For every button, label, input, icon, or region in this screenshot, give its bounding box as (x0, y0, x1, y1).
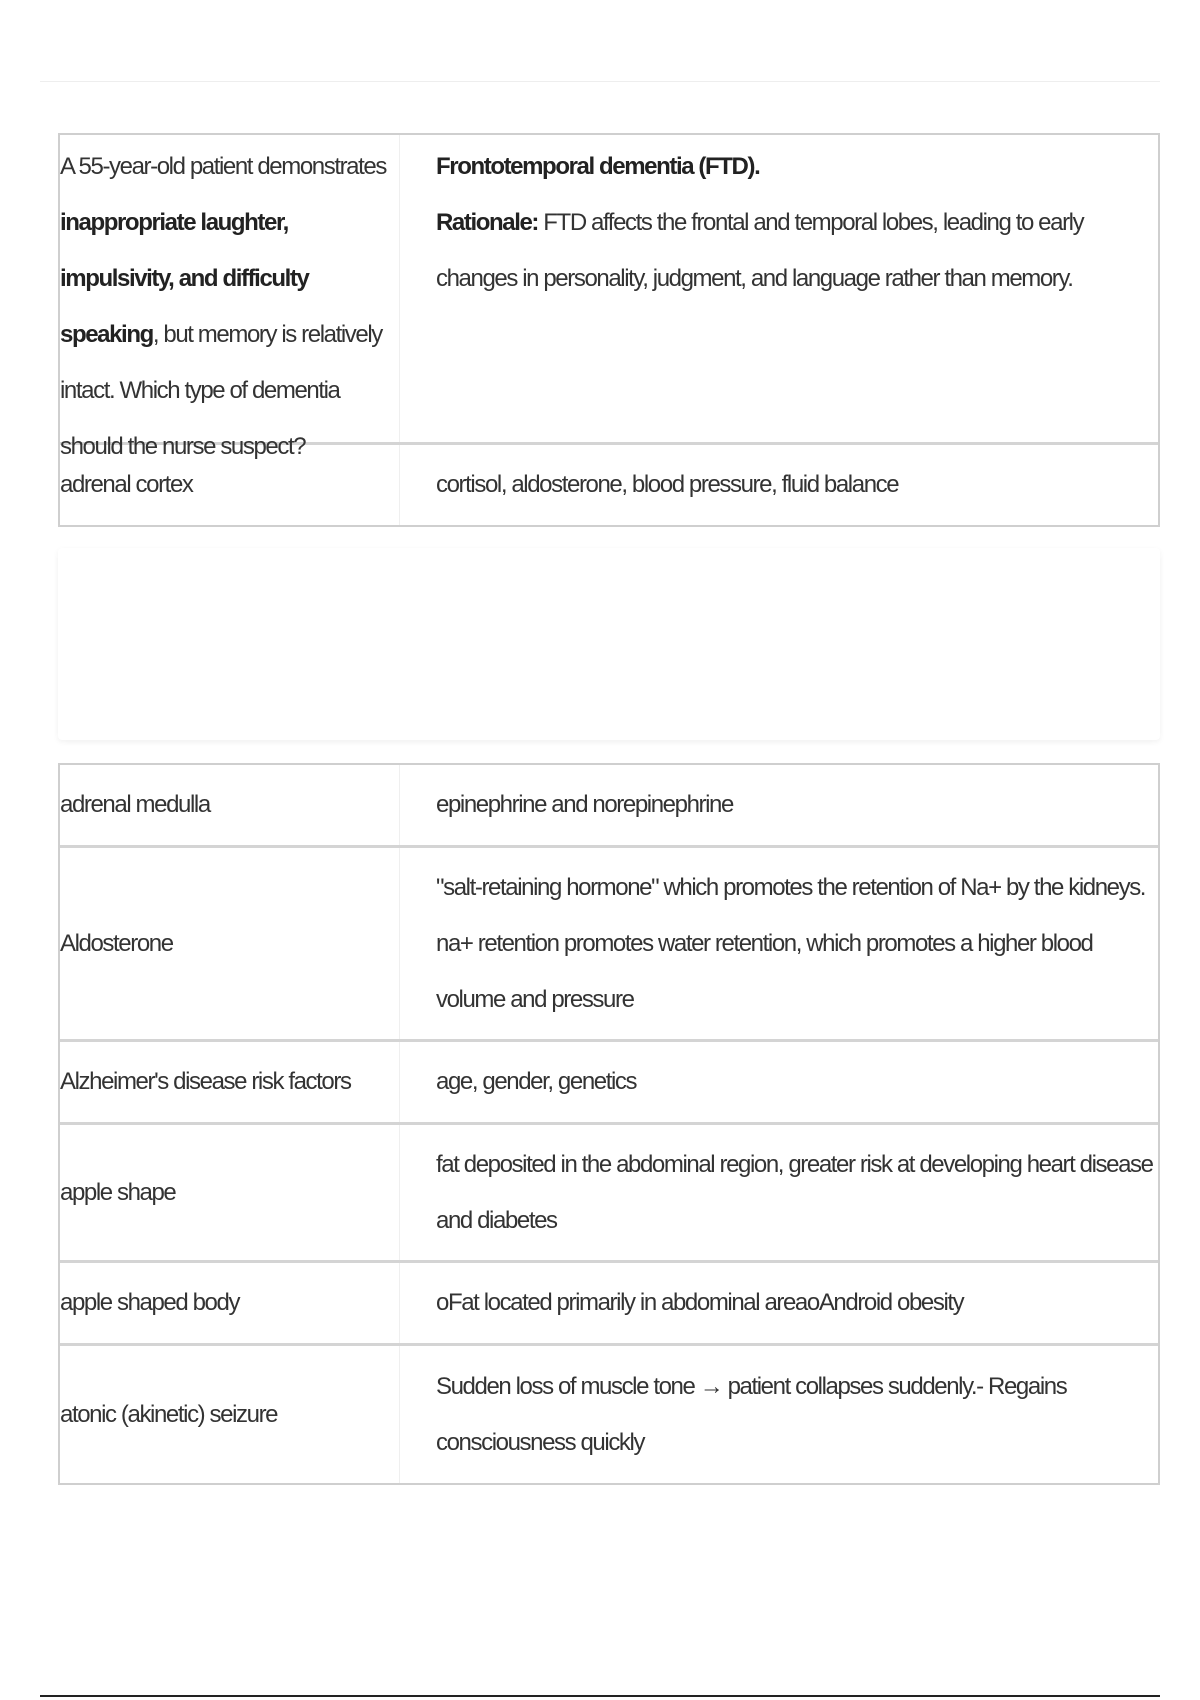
term-cell: apple shape (60, 1125, 400, 1260)
term-cell (60, 135, 400, 460)
definition-cell: age, gender, genetics (436, 1068, 637, 1095)
definition-cell (400, 1125, 1158, 1260)
definition-text: Sudden loss of muscle tone → patient collapses suddenly.- Regains consciousness quickly (436, 1372, 1067, 1456)
term-text: , but memory is relatively intact. Which type of dementia should the nurse suspect? (60, 321, 382, 460)
table-row (60, 848, 1158, 1042)
table-row (60, 445, 1158, 525)
table-row (60, 1263, 1158, 1346)
definition-cell (400, 1346, 1158, 1483)
table-row (60, 1346, 1158, 1483)
term-text: A 55-year-old patient demonstrates (60, 153, 386, 180)
top-divider (40, 81, 1160, 82)
table-row (60, 765, 1158, 848)
flashcard-table-2 (58, 763, 1160, 1485)
answer-title: Frontotemporal dementia (FTD). (436, 153, 760, 180)
term-cell: atonic (akinetic) seizure (60, 1346, 400, 1483)
definition-text: fat deposited in the abdominal region, greater risk at developing heart disease and diabetes (436, 1150, 1153, 1234)
table-row (60, 1125, 1158, 1263)
bottom-divider (40, 1695, 1160, 1697)
term-cell: adrenal cortex (60, 445, 400, 525)
definition-cell: oFat located primarily in abdominal areaoAndroid obesity (436, 1289, 964, 1316)
rationale-text: FTD affects the frontal and temporal lobes, leading to early changes in personality, judgment, and language rather than memory. (436, 209, 1084, 292)
flashcard-table-1 (58, 133, 1160, 527)
table-row (60, 135, 1158, 460)
term-cell: apple shaped body (60, 1263, 400, 1343)
term-cell: Aldosterone (60, 848, 400, 1039)
table-row (60, 1042, 1158, 1125)
definition-cell: cortisol, aldosterone, blood pressure, fluid balance (436, 471, 899, 498)
definition-cell (400, 848, 1158, 1039)
term-bold-text: inappropriate laughter, impulsivity, and difficulty speaking (60, 209, 309, 348)
term-cell: Alzheimer's disease risk factors (60, 1042, 400, 1122)
definition-cell (400, 135, 1158, 442)
rationale-label: Rationale: (436, 209, 539, 236)
blank-card (58, 548, 1160, 740)
definition-text: "salt-retaining hormone" which promotes the retention of Na+ by the kidneys. na+ retention promotes water retention, which promotes a higher blood volume and pressure (436, 873, 1146, 1013)
definition-cell: epinephrine and norepinephrine (436, 791, 733, 818)
term-cell: adrenal medulla (60, 765, 400, 845)
